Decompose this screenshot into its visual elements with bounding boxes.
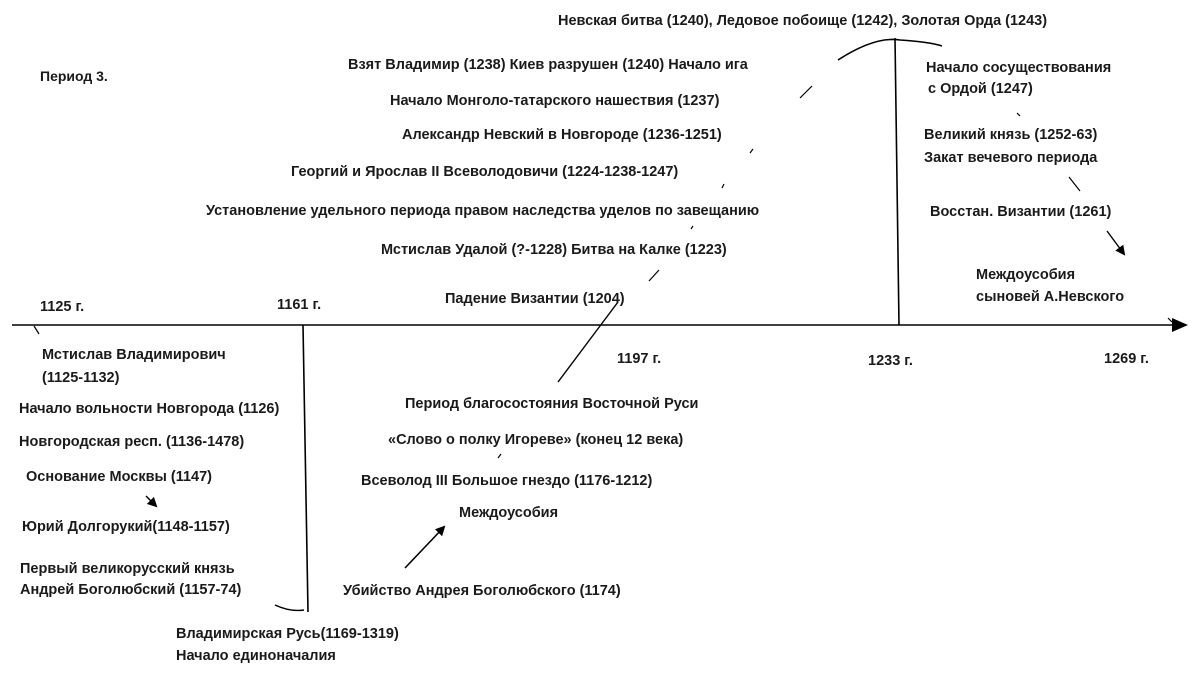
event-nevsky-novgorod: Александр Невский в Новгороде (1236-1251)	[402, 127, 722, 143]
right-arrow	[1107, 231, 1124, 254]
moscow-arrow	[146, 496, 156, 506]
left-novgorod-republic: Новгородская респ. (1136-1478)	[19, 434, 245, 450]
right-grand-prince: Великий князь (1252-63)	[924, 127, 1098, 143]
center-prosperity: Период благосостояния Восточной Руси	[405, 396, 699, 412]
connector-line	[558, 302, 618, 382]
right-dash-1	[1017, 113, 1020, 116]
connector-dash-1	[649, 270, 659, 281]
year-label-1269: 1269 г.	[1104, 351, 1149, 367]
right-coexistence: Начало сосуществования	[926, 60, 1112, 76]
center-murder: Убийство Андрея Боголюбского (1174)	[343, 583, 621, 599]
left-moscow-founded: Основание Москвы (1147)	[26, 469, 213, 485]
right-horde: с Ордой (1247)	[928, 81, 1033, 97]
left-mstislav-years: (1125-1132)	[42, 370, 120, 386]
left-novgorod-liberty: Начало вольности Новгорода (1126)	[19, 401, 280, 417]
event-byzantium-fall: Падение Византии (1204)	[445, 291, 625, 307]
period-label: Период 3.	[40, 68, 108, 84]
bottom-sole-rule: Начало единоначалия	[176, 648, 336, 664]
center-vsevolod: Всеволод III Большое гнездо (1176-1212)	[361, 473, 653, 489]
top-arc	[838, 39, 942, 60]
connector-dash-2	[691, 226, 693, 229]
bottom-vladimir-rus: Владимирская Русь(1169-1319)	[176, 626, 399, 642]
left-first-prince: Первый великорусский князь	[20, 561, 235, 577]
strife-arrow	[405, 527, 444, 568]
year-label-1161: 1161 г.	[277, 297, 322, 313]
event-vladimir-taken: Взят Владимир (1238) Киев разрушен (1240) Начало ига	[348, 57, 748, 73]
connector-dash-5	[800, 86, 812, 98]
divider-1233	[895, 38, 899, 325]
year-label-1125: 1125 г.	[40, 299, 85, 315]
year-label-1197: 1197 г.	[617, 351, 662, 367]
center-dash	[498, 454, 501, 458]
right-veche-decline: Закат вечевого периода	[924, 150, 1098, 166]
right-byzantium-restored: Восстан. Византии (1261)	[930, 204, 1112, 220]
tick-1125	[34, 326, 39, 334]
left-yuri-dolgoruky: Юрий Долгорукий(1148-1157)	[22, 519, 230, 535]
left-mstislav: Мстислав Владимирович	[42, 347, 226, 363]
event-kalka-battle: Мстислав Удалой (?-1228) Битва на Калке (1223)	[381, 242, 727, 258]
year-label-1233: 1233 г.	[868, 353, 913, 369]
right-nevsky-sons: сыновей А.Невского	[976, 289, 1125, 305]
right-dash-2	[1069, 177, 1080, 191]
event-mongol-invasion: Начало Монголо-татарского нашествия (1237)	[390, 93, 720, 109]
connector-dash-4	[750, 149, 753, 153]
center-slovo: «Слово о полку Игореве» (конец 12 века)	[388, 432, 684, 448]
event-appanage-period: Установление удельного периода правом наследства уделов по завещанию	[206, 203, 760, 219]
tick-end	[1168, 318, 1172, 322]
center-strife: Междоусобия	[459, 505, 559, 521]
connector-dash-3	[722, 184, 724, 188]
right-strife: Междоусобия	[976, 267, 1076, 283]
event-georgiy-yaroslav: Георгий и Ярослав II Всеволодовичи (1224-1238-1247)	[291, 164, 679, 180]
timeline-arrowhead	[1172, 318, 1188, 332]
event-neva-battle: Невская битва (1240), Ледовое побоище (1242), Золотая Орда (1243)	[558, 13, 1048, 29]
left-bogolyubsky: Андрей Боголюбский (1157-74)	[20, 582, 242, 598]
divider-1161	[303, 325, 308, 612]
bottom-curve	[275, 605, 304, 610]
